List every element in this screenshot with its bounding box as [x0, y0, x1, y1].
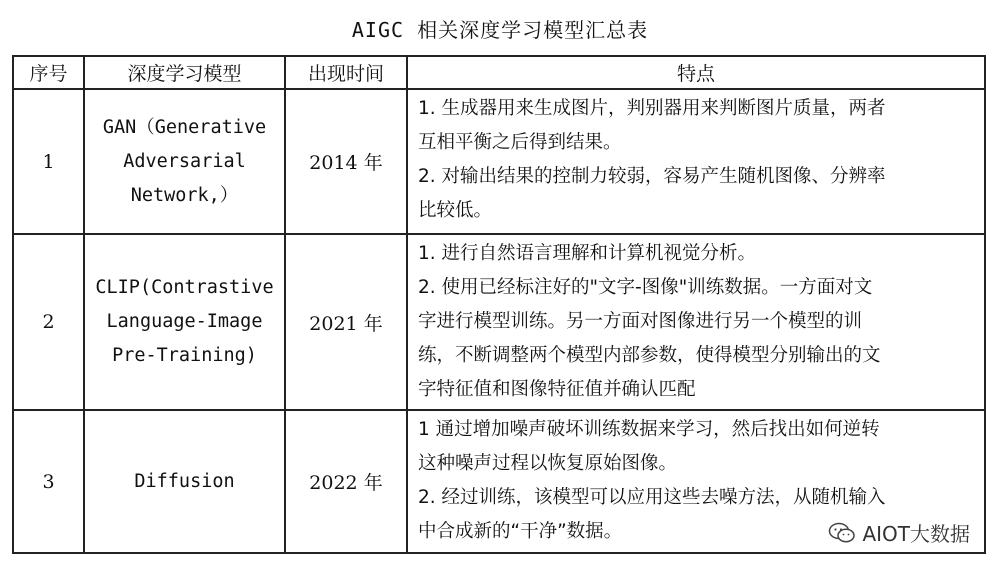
header-row: [13, 56, 985, 89]
feature-line: 字特征值和图像特征值并确认匹配: [418, 379, 696, 400]
feature-line: 1. 生成器用来生成图片，判别器用来判断图片质量，两者: [418, 98, 886, 119]
model-line: Language-Image: [106, 311, 263, 332]
feature-line: 1. 进行自然语言理解和计算机视觉分析。: [418, 243, 757, 264]
model-line: CLIP(Contrastive: [95, 277, 274, 298]
row-index: 1: [13, 89, 84, 234]
model-line: Network,）: [130, 184, 239, 206]
row-features: [407, 234, 985, 410]
feature-line: 比较低。: [418, 200, 493, 221]
wechat-icon: [828, 522, 856, 544]
row-year: 2014 年: [285, 89, 407, 234]
table-row: [13, 234, 985, 410]
header-index: 序号: [13, 56, 84, 89]
model-line: Pre-Training): [112, 345, 257, 366]
table-row: [13, 89, 985, 234]
model-line: GAN（Generative: [102, 116, 267, 138]
row-year: 2021 年: [285, 234, 407, 410]
row-year: 2022 年: [285, 410, 407, 553]
header-model: 深度学习模型: [84, 56, 285, 89]
model-line: Adversarial: [123, 150, 246, 172]
row-model: [84, 410, 285, 553]
table-title: AIGC 相关深度学习模型汇总表: [351, 18, 649, 42]
feature-line: 2. 经过训练，该模型可以应用这些去噪方法，从随机输入: [418, 487, 886, 508]
feature-line: 练，不断调整两个模型内部参数，使得模型分别输出的文: [418, 345, 881, 366]
model-summary-table: [12, 55, 986, 554]
feature-line: 2. 对输出结果的控制力较弱，容易产生随机图像、分辨率: [418, 166, 886, 187]
row-model: [84, 89, 285, 234]
watermark-text: AIOT大数据: [862, 522, 970, 546]
feature-line: 1 通过增加噪声破坏训练数据来学习，然后找出如何逆转: [418, 419, 880, 440]
feature-line: 2. 使用已经标注好的"文字-图像"训练数据。一方面对文: [418, 277, 873, 298]
row-index: 2: [13, 234, 84, 410]
model-line: Diffusion: [134, 470, 235, 492]
feature-line: 这种噪声过程以恢复原始图像。: [418, 453, 678, 474]
header-features: 特点: [407, 56, 985, 89]
feature-line: 互相平衡之后得到结果。: [418, 132, 622, 153]
feature-line: 字进行模型训练。另一方面对图像进行另一个模型的训: [418, 311, 863, 332]
row-model: [84, 234, 285, 410]
watermark: [828, 518, 970, 547]
header-year: 出现时间: [285, 56, 407, 89]
row-index: 3: [13, 410, 84, 553]
feature-line: 中合成新的“干净”数据。: [418, 521, 623, 542]
row-features: [407, 89, 985, 234]
